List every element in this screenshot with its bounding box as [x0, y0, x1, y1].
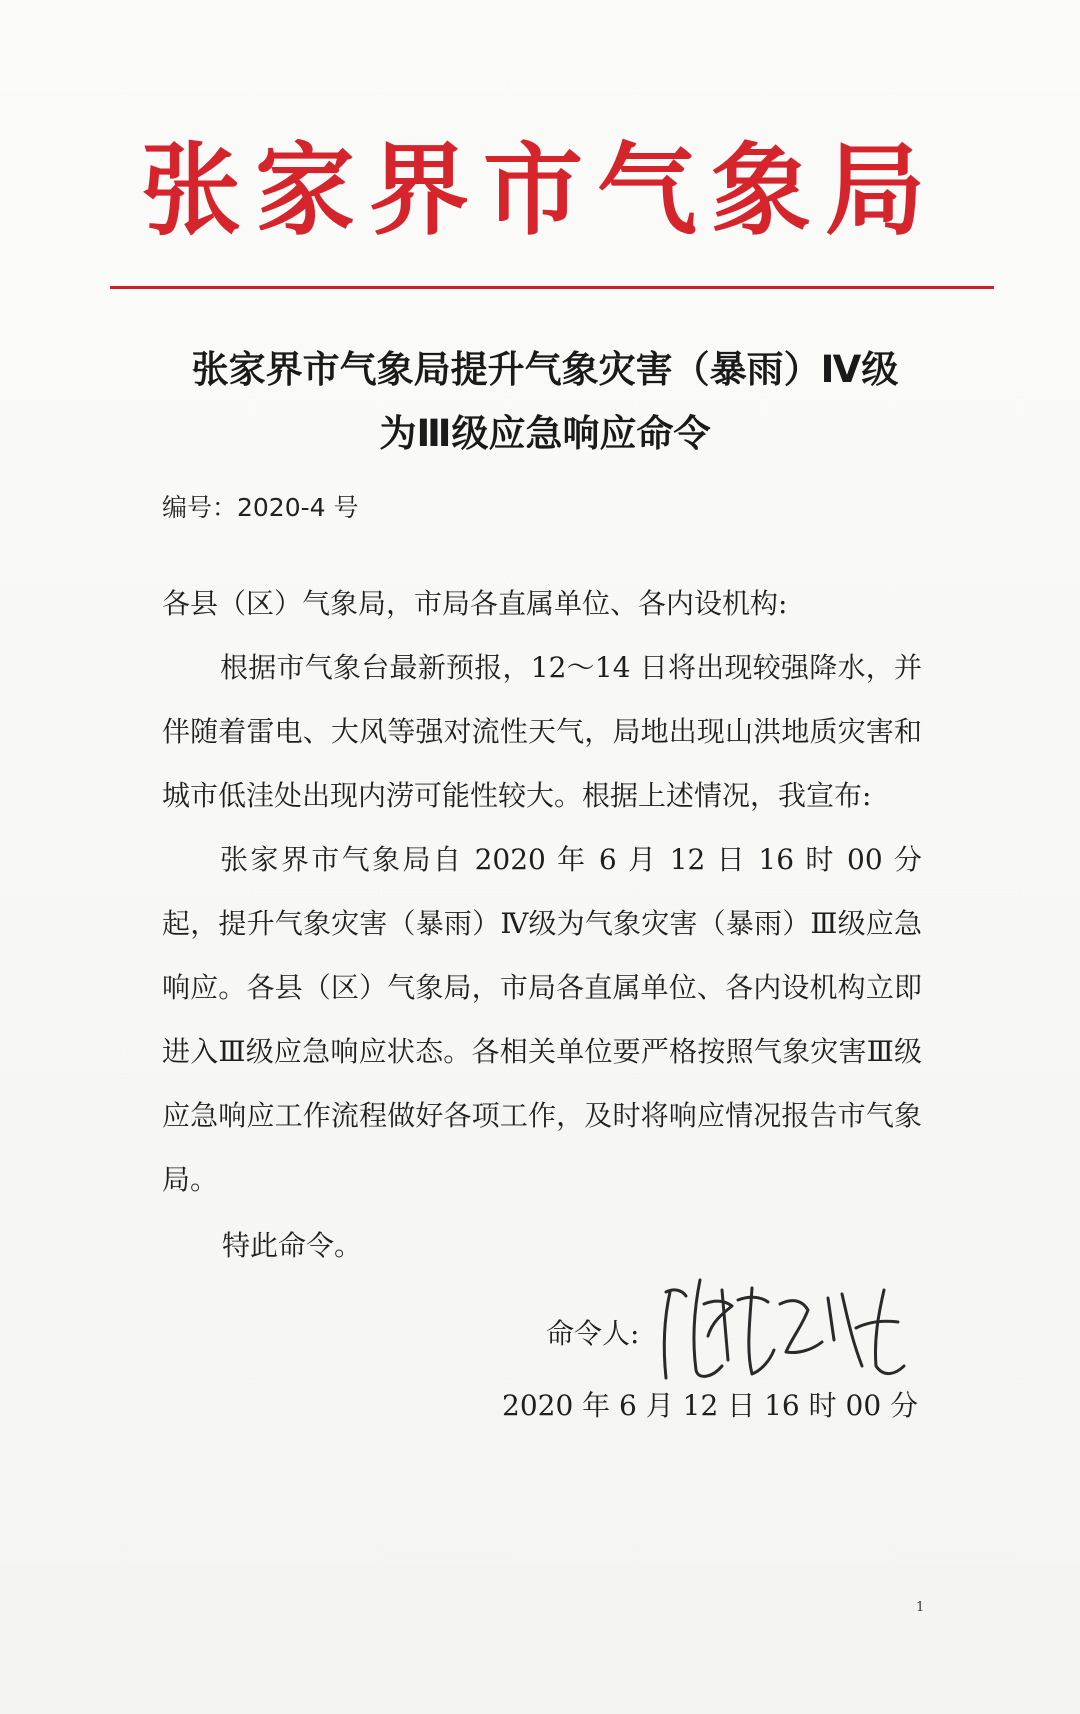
document-number: 编号：2020-4 号: [162, 493, 359, 522]
title-line-2: 为Ⅲ级应急响应命令: [379, 412, 711, 455]
handwritten-signature: [652, 1270, 912, 1390]
organization-header: 张家界市气象局: [141, 131, 939, 249]
body-paragraph-1: 根据市气象台最新预报，12～14 日将出现较强降水，并伴随着雷电、大风等强对流性天气，局地出现山洪地质灾害和城市低洼处出现内涝可能性较大。根据上述情况，我宣布:: [162, 651, 922, 812]
document-title: [150, 338, 940, 466]
title-line-1: 张家界市气象局提升气象灾害（暴雨）Ⅳ级: [191, 348, 899, 391]
red-divider-line: [110, 286, 994, 289]
recipients-line: 各县（区）气象局，市局各直属单位、各内设机构:: [162, 587, 788, 620]
closing-statement: 特此命令。: [222, 1229, 363, 1262]
body-paragraph-2: 张家界市气象局自 2020 年 6 月 12 日 16 时 00 分起，提升气象灾害（暴雨）Ⅳ级为气象灾害（暴雨）Ⅲ级应急响应。各县（区）气象局，市局各直属单位、各内设机构立即进入Ⅲ级应急响应状态。各相关单位要严格按照气象灾害Ⅲ级应急响应工作流程做好各项工作，及时将响应情况报告市气象局。: [162, 843, 922, 1196]
signature-date: 2020 年 6 月 12 日 16 时 00 分: [502, 1389, 919, 1422]
page-number: 1: [916, 1600, 925, 1615]
signer-label: 命令人:: [546, 1317, 640, 1350]
